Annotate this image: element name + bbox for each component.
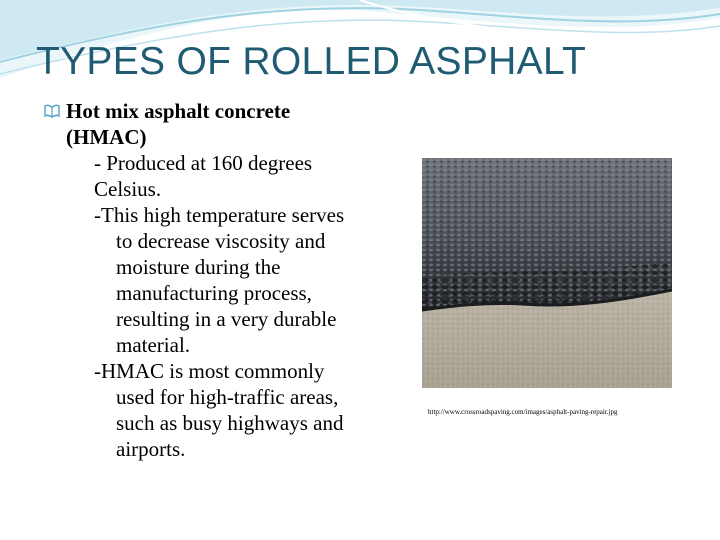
image-source-caption: http://www.crossroadspaving.com/images/asphalt-paving-repair.jpg <box>428 408 618 416</box>
sub-line-11: such as busy highways and <box>116 411 344 435</box>
sub-line-1: - Produced at 160 degrees <box>94 151 313 175</box>
sub-line-3: -This high temperature serves <box>94 203 345 227</box>
bullet-item-hmac <box>44 98 394 124</box>
slide-title: TYPES OF ROLLED ASPHALT <box>36 40 587 83</box>
slide-body <box>44 98 394 462</box>
sub-line-6: manufacturing process, <box>116 281 312 305</box>
sub-line-2: Celsius. <box>94 177 162 201</box>
asphalt-photo <box>422 158 672 388</box>
sub-line-7: resulting in a very durable <box>116 307 337 331</box>
sub-line-8: material. <box>116 333 191 357</box>
bookmark-bullet-icon <box>44 104 60 118</box>
sub-line-12: airports. <box>116 437 186 461</box>
sub-line-5: moisture during the <box>116 255 281 279</box>
sub-line-10: used for high-traffic areas, <box>116 385 339 409</box>
sub-line-4: to decrease viscosity and <box>116 229 326 253</box>
sub-line-9: -HMAC is most commonly <box>94 359 325 383</box>
bullet-text-line-2: (HMAC) <box>66 125 147 149</box>
bullet-text-line-1: Hot mix asphalt concrete <box>66 99 291 123</box>
